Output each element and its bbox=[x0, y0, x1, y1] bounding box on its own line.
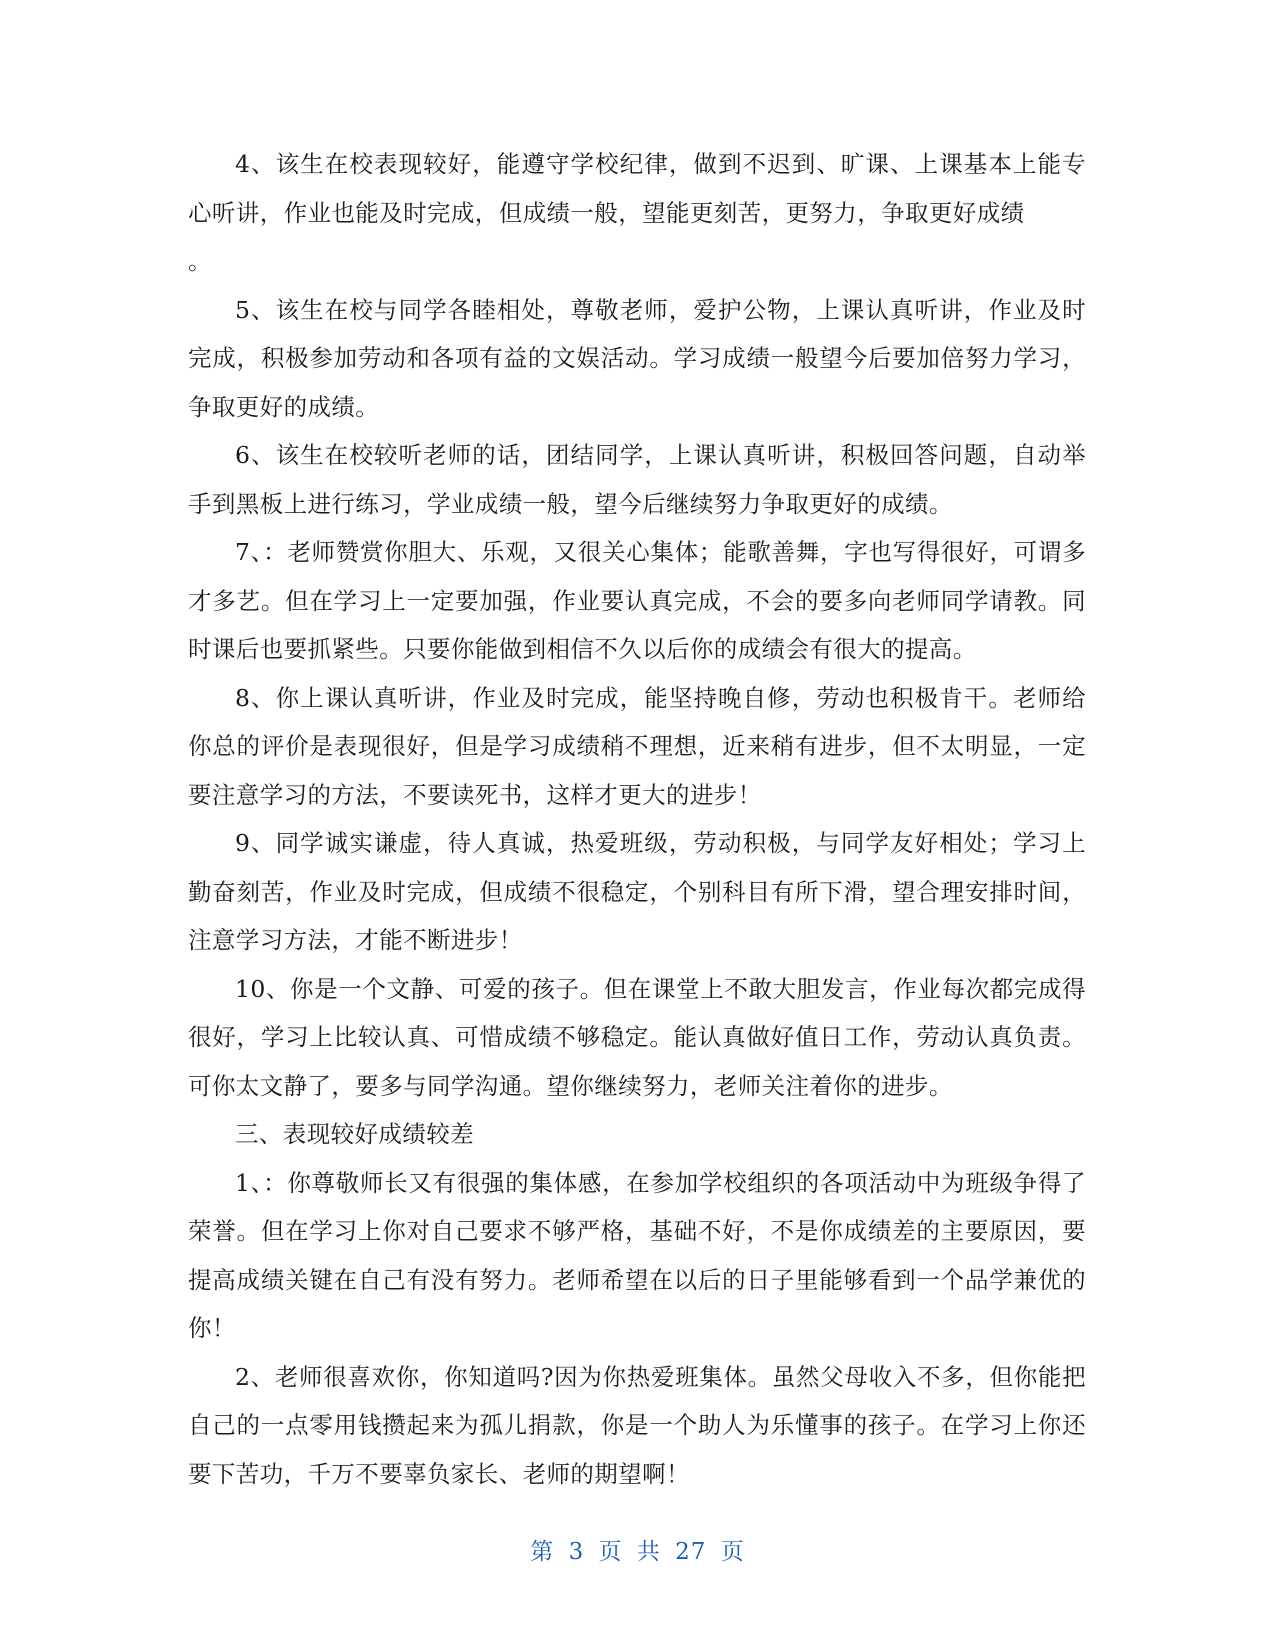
paragraph-comment-10: 10、你是一个文静、可爱的孩子。但在课堂上不敢大胆发言，作业每次都完成得很好，学习上比较认真、可惜成绩不够稳定。能认真做好值日工作，劳动认真负责。可你太文静了，要多与同学沟通。望你继续努力，老师关注着你的进步。 bbox=[188, 974, 1086, 1100]
paragraph-comment-4: 4、该生在校表现较好，能遵守学校纪律，做到不迟到、旷课、上课基本上能专心听讲，作业也能及时完成，但成绩一般，望能更刻苦，更努力，争取更好成绩 bbox=[188, 150, 1086, 227]
paragraph-comment-8: 8、你上课认真听讲，作业及时完成，能坚持晚自修，劳动也积极肯干。老师给你总的评价是表现很好，但是学习成绩稍不理想，近来稍有进步，但不太明显，一定要注意学习的方法，不要读死书，这样才更大的进步！ bbox=[188, 683, 1086, 809]
paragraph-comment-5: 5、该生在校与同学各睦相处，尊敬老师，爱护公物，上课认真听讲，作业及时完成，积极参加劳动和各项有益的文娱活动。学习成绩一般望今后要加倍努力学习，争取更好的成绩。 bbox=[188, 295, 1086, 421]
paragraph-comment-6: 6、该生在校较听老师的话，团结同学，上课认真听讲，积极回答问题，自动举手到黑板上进行练习，学业成绩一般，望今后继续努力争取更好的成绩。 bbox=[188, 441, 1086, 518]
paragraph-continuation: 。 bbox=[188, 247, 212, 275]
page-number-footer: 第 3 页 共 27 页 bbox=[530, 1539, 745, 1565]
paragraph-section3-comment-2: 2、老师很喜欢你，你知道吗?因为你热爱班集体。虽然父母收入不多，但你能把自己的一点零用钱攒起来为孤儿捐款，你是一个助人为乐懂事的孩子。在学习上你还要下苦功，千万不要辜负家长、老师的期望啊！ bbox=[188, 1362, 1086, 1488]
document-body bbox=[188, 140, 1086, 1498]
paragraph-section3-comment-1: 1、：你尊敬师长又有很强的集体感，在参加学校组织的各项活动中为班级争得了荣誉。但在学习上你对自己要求不够严格，基础不好，不是你成绩差的主要原因，要提高成绩关键在自己有没有努力。老师希望在以后的日子里能够看到一个品学兼优的你！ bbox=[188, 1168, 1086, 1342]
section-heading-3: 三、表现较好成绩较差 bbox=[235, 1120, 474, 1148]
paragraph-comment-9: 9、同学诚实谦虚，待人真诚，热爱班级，劳动积极，与同学友好相处；学习上勤奋刻苦，作业及时完成，但成绩不很稳定，个别科目有所下滑，望合理安排时间，注意学习方法，才能不断进步！ bbox=[188, 829, 1086, 954]
paragraph-comment-7: 7、：老师赞赏你胆大、乐观，又很关心集体；能歌善舞，字也写得很好，可谓多才多艺。但在学习上一定要加强，作业要认真完成，不会的要多向老师同学请教。同时课后也要抓紧些。只要你能做到相信不久以后你的成绩会有很大的提高。 bbox=[188, 538, 1086, 663]
